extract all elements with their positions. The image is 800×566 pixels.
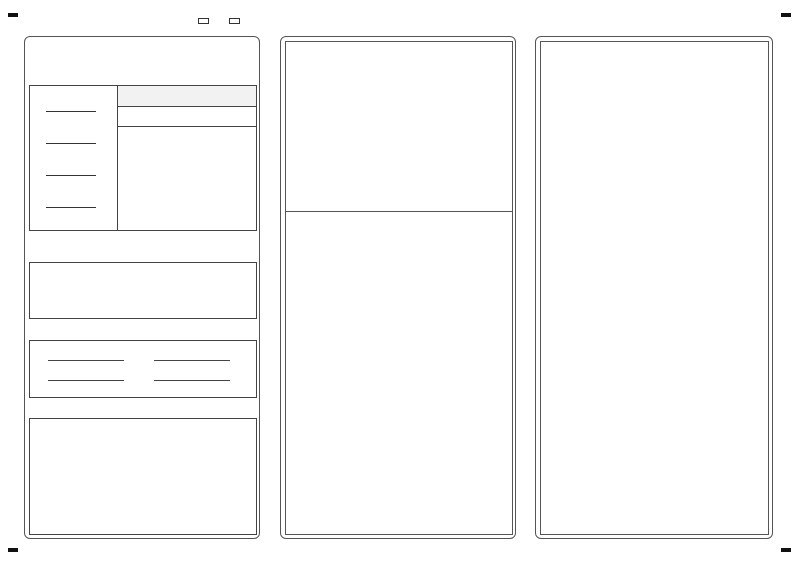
status-flags xyxy=(194,18,240,24)
admission-ticket-header xyxy=(118,86,256,107)
answer-sheet-panel-1 xyxy=(24,36,260,539)
name-field[interactable] xyxy=(40,104,96,112)
answer-sheet-panel-2 xyxy=(280,36,516,539)
answer-area-q19[interactable] xyxy=(540,41,769,535)
choice-answer-box xyxy=(29,262,257,319)
blank-16[interactable] xyxy=(142,374,230,381)
blank-13[interactable] xyxy=(36,354,124,361)
exam-number-field[interactable] xyxy=(40,200,96,208)
registration-mark-top-left xyxy=(8,13,18,17)
registration-mark-bottom-left xyxy=(8,548,18,552)
blank-14[interactable] xyxy=(142,354,230,361)
registration-mark-top-right xyxy=(781,13,791,17)
fill-blank-box xyxy=(29,340,257,398)
registration-mark-bottom-right xyxy=(781,548,791,552)
answer-area-q17[interactable] xyxy=(29,418,257,535)
violation-checkbox[interactable] xyxy=(229,18,240,24)
absent-flag xyxy=(194,18,209,24)
answer-sheet-panel-3 xyxy=(535,36,773,539)
violation-flag xyxy=(225,18,240,24)
student-info-box xyxy=(29,85,257,231)
student-info-fields xyxy=(30,86,118,230)
school-field[interactable] xyxy=(40,136,96,144)
admission-ticket-bubble-grid[interactable] xyxy=(118,126,256,230)
class-field[interactable] xyxy=(40,168,96,176)
answer-area-q18[interactable] xyxy=(285,211,513,535)
answer-area-q17-continued[interactable] xyxy=(285,41,513,211)
blank-15[interactable] xyxy=(36,374,124,381)
admission-ticket-write-cells[interactable] xyxy=(118,106,256,127)
absent-checkbox[interactable] xyxy=(198,18,209,24)
